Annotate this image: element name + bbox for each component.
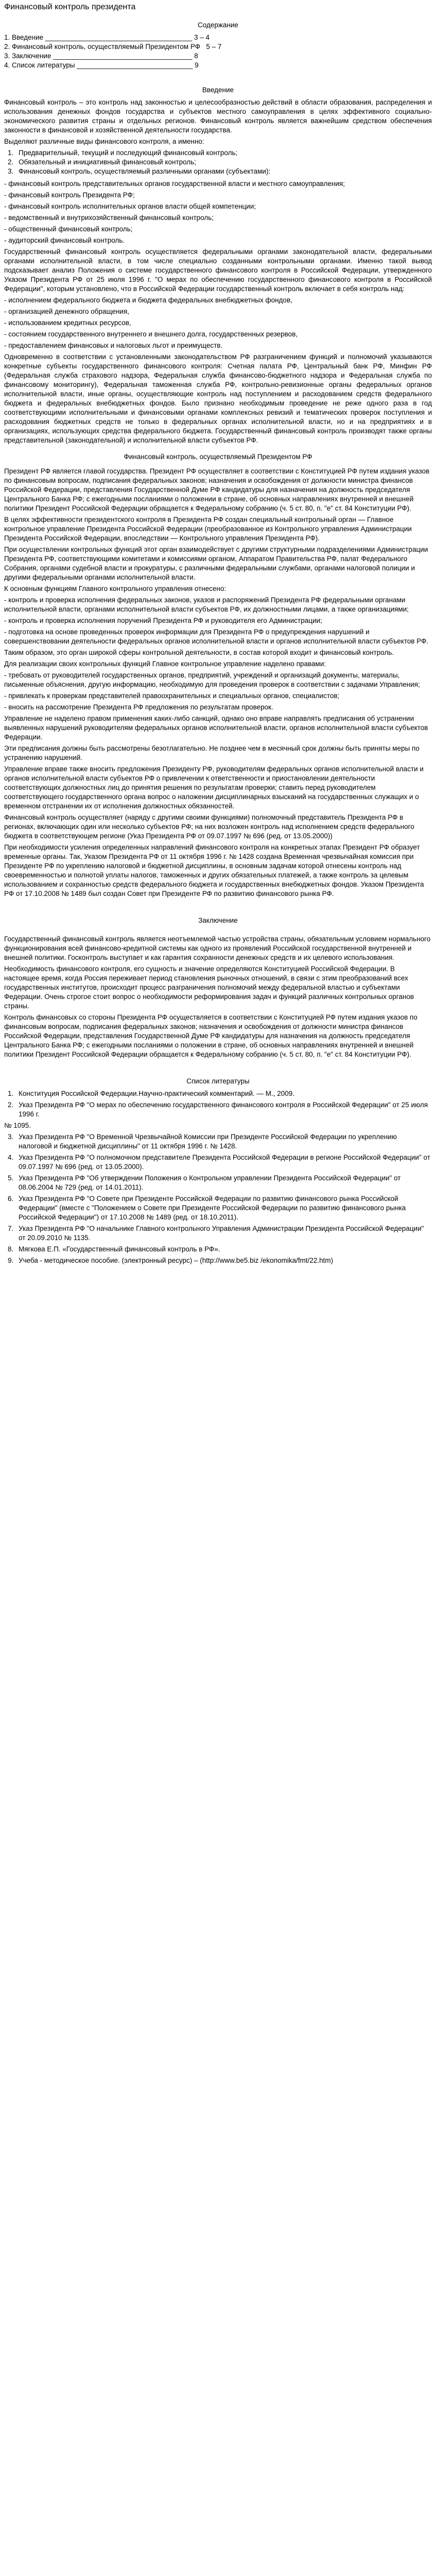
paragraph: При осуществлении контрольных функций этот орган взаимодействует с другими структурными подразделениями Администрации Президента РФ, соответствующими комитетами и комиссиями органом, Аппаратом Правительства РФ, палат Федерального Собрания, органами судебной власти и прокуратуры, с различными федеральными службами, органами налоговой полиции и другими федеральными органами исполнительной власти. xyxy=(4,546,428,581)
control-kinds-list xyxy=(4,148,432,176)
list-item: - предоставлением финансовых и налоговых льгот и преимуществ. xyxy=(4,342,223,349)
paragraph: Таким образом, это орган широкой сферы контрольной деятельности, в состав которой входит и финансовый контроль. xyxy=(4,649,394,656)
paragraph: Эти предписания должны быть рассмотрены безотлагательно. Не позднее чем в месячный срок должны быть приняты меры по устранению нарушений. xyxy=(4,744,420,761)
toc-item[interactable]: 4. Список литературы ______________________________ 9 xyxy=(4,61,199,69)
toc-heading: Содержание xyxy=(198,21,238,29)
list-item: - контроль и проверка исполнения федеральных законов, указов и распоряжений Президента РФ федеральными органами исполнительной власти, органами исполнительной власти субъектов РФ, их должностными лицами, а также организациями; xyxy=(4,596,409,613)
paragraph: Государственный финансовый контроль является неотъемлемой частью устройства страны, обязательным условием нормального функционирования всей финансово-кредитной системы как одного из проявлений Российской государственной внутренней и внешней политики. Госконтроль выступает и как гарантия сохранности денежных средств и их целевого использования. xyxy=(4,935,431,961)
list-item: 3. Финансовый контроль, осуществляемый различными органами (субъектами): xyxy=(15,167,432,176)
reference-item: 2. Указ Президента РФ "О мерах по обеспечению государственного финансового контроля в Российской Федерации" от 25 июля 1996 г. xyxy=(15,1100,432,1119)
main-heading: Финансовый контроль, осуществляемый Президентом РФ xyxy=(124,453,312,461)
list-item: - вносить на рассмотрение Президента РФ предложения по результатам проверок. xyxy=(4,703,273,711)
list-item: - требовать от руководителей государственных органов, предприятий, учреждений и организаций документы, материалы, письменные объяснения, другую информацию, необходимую для проведения проверок в соответствии с задачами Управления; xyxy=(4,671,420,688)
list-item: - контроль и проверка исполнения поручений Президента РФ и руководителя его Администрации; xyxy=(4,617,322,624)
paragraph: Необходимость финансового контроля, его сущность и значение определяются Конституцией Российской Федерации. В настоящее время, когда Россия переживает период становления рыночных отношений, в связи с этим преобразований всех государственных институтов, происходит процесс разграничения полномочий между федеральной властью и субъектами Федерации. Очень строгое стоит вопрос о необходимости реформирования задач и функций различных контрольных органов страны. xyxy=(4,965,414,1010)
intro-heading: Введение xyxy=(202,86,234,94)
reference-item: 5. Указ Президента РФ "Об утверждении Положения о Контрольном управлении Президента Российской Федерации" от 08.06.2004 № 729 (ред. от 14.01.2011). xyxy=(15,1174,432,1192)
reference-continuation: № 1095. xyxy=(4,1122,31,1129)
reference-item: 6. Указ Президента РФ "О Совете при Президенте Российской Федерации по развитию финансового рынка Российской Федерации" (вместе с "Положением о Совете при Президенте Российской Федерации по развитию финансового рынка Российской Федерации") от 17.10.2008 № 1489 (ред. от 18.10.2011). xyxy=(15,1194,432,1222)
references-list xyxy=(4,1089,432,1119)
toc-item[interactable]: 2. Финансовый контроль, осуществляемый Президентом РФ 5 – 7 xyxy=(4,43,222,50)
list-item: - подготовка на основе проведенных проверок информации для Президента РФ о предупреждения нарушений и совершенствовании деятельности федеральных органов исполнительной власти и органов исполнительной власти субъектов РФ. xyxy=(4,628,429,645)
paragraph: К основным функциям Главного контрольного управления отнесено: xyxy=(4,585,226,592)
paragraph: Для реализации своих контрольных функций Главное контрольное управление наделено правами: xyxy=(4,660,326,668)
reference-item: 3. Указ Президента РФ "О Временной Чрезвычайной Комиссии при Президенте Российской Федерации по укреплению налоговой и бюджетной дисциплины" от 11 октября 1996 г. № 1428. xyxy=(15,1132,432,1151)
table-of-contents xyxy=(4,33,432,70)
list-item: - организацией денежного обращения, xyxy=(4,308,130,315)
document-page xyxy=(0,0,436,1265)
list-item: - аудиторский финансовый контроль. xyxy=(4,236,125,244)
paragraph: Контроль финансовых со стороны Президента РФ осуществляется в соответствии с Конституцией РФ путем издания указов по финансовым вопросам, подписания федеральных законов; назначения и освобождения от должности министра финансов Российской Федерации, представления Государственной Думе РФ кандидатуры для назначения на должность председателя Центрального Банка РФ; с ежегодными посланиями о положении в стране, об основных направлениях внутренней и внешней политики Президент Российской Федерации обращается к Федеральному собранию (ч. 5 ст. 80, п. "е" ст. 84 Конституции РФ). xyxy=(4,1013,417,1058)
paragraph: Финансовый контроль осуществляет (наряду с другими своими функциями) полномочный представитель Президента РФ в регионах, включающих один или несколько субъектов РФ; на них возложен контроль над исполнением средств федерального бюджета в соответствующем регионе (Указ Президента РФ от 09.07.1997 № 696 (ред. от 13.05.2000)) xyxy=(4,814,414,840)
paragraph: В целях эффективности президентского контроля в Президента РФ создан специальный контрольный орган — Главное контрольное управление Президента Российской Федерации (преобразованное из Контрольного управления Администрации Президента Российской Федерации, впоследствии — Контрольного управления Президента РФ). xyxy=(4,516,412,542)
list-item: - использованием кредитных ресурсов, xyxy=(4,319,131,327)
list-item: - привлекать к проверкам представителей правоохранительных и специальных органов, специалистов; xyxy=(4,692,340,700)
list-item: 2. Обязательный и инициативный финансовый контроль; xyxy=(15,158,432,167)
paragraph: Управление не наделено правом применения каких-либо санкций, однако оно вправе направлять предписания об устранении выявленных нарушений руководителям федеральных органов исполнительной власти, органов исполнительной власти субъектов Федерации. xyxy=(4,715,428,741)
reference-item: 8. Мягкова Е.П. «Государственный финансовый контроль в РФ». xyxy=(15,1245,432,1254)
list-item: - финансовый контроль Президента РФ; xyxy=(4,191,135,199)
list-item: 1. Предварительный, текущий и последующий финансовый контроль; xyxy=(15,148,432,158)
paragraph: - финансовый контроль представительных органов государственной власти и местного самоуправления; xyxy=(4,180,345,188)
paragraph: Президент РФ является главой государства. Президент РФ осуществляет в соответствии с Конституцией РФ путем издания указов по финансовым вопросам, подписания федеральных законов; назначения и освобождения от должности министра финансов Российской Федерации, представления Государственной Думе РФ кандидатуры для назначения на должность председателя Центрального Банка РФ; с ежегодными посланиями о положении в стране, об основных направлениях внутренней и внешней политики Президент Российской Федерации обращается к Федеральному собранию (ч. 5 ст. 80, п. "е" ст. 84 Конституции РФ). xyxy=(4,467,430,512)
paragraph: Финансовый контроль – это контроль над законностью и целесообразностью действий в области образования, распределения и использования денежных фондов государства и субъектов местного самоуправления в целях эффективного социально-экономического развития страны и отдельных регионов. Финансовый контроль является важнейшим средством обеспечения законности в финансовой и хозяйственной деятельности государства. xyxy=(4,98,432,134)
paragraph: При необходимости усиления определенных направлений финансового контроля на конкретных этапах Президент РФ образует временные органы. Так, Указом Президента РФ от 11 октября 1996 г. № 1428 создана Временная чрезвычайная комиссия при Президенте РФ по укреплению налоговой и бюджетной дисциплины, в основным задачам которой отнесены контроль над своевременностью и полнотой уплаты налогов, таможенных и других обязательных платежей, а также контроль за целевым использованием и сохранностью средств федерального бюджета и государственных внебюджетных фондов. Указом Президента РФ от 17.10.2008 № 1489 был создан Совет при Президенте РФ по развитию финансового рынка РФ. xyxy=(4,843,424,897)
reference-item: 4. Указ Президента РФ "О полномочном представителе Президента Российской Федерации в регионе Российской Федерации" от 09.07.1997 № 696 (ред. от 13.05.2000). xyxy=(15,1153,432,1172)
reference-item[interactable]: 9. Учеба - методическое пособие. (электронный ресурс) – (http://www.be5.biz /ekonomika/fmt/22.htm) xyxy=(15,1256,432,1265)
document-title: Финансовый контроль президента xyxy=(4,3,136,11)
list-item: - исполнением федерального бюджета и бюджета федеральных внебюджетных фондов, xyxy=(4,296,292,304)
paragraph: Одновременно в соответствии с установленными законодательством РФ разграничением функций и полномочий указываются конкретные субъекты государственного финансового контроля: Счетная палата РФ, Центральный банк РФ, Минфин РФ (Федеральная служба страхового надзора, Федеральная служба финансово-бюджетного надзора и Федеральная служба по финансовому мониторингу), Федеральная таможенная служба РФ, контрольно-ревизионные органы федеральных органов исполнительной власти, иные органы, осуществляющие контроль над поступлением и расходованием средств федерального бюджета и федеральных внебюджетных фондов. Было признано необходимым проведение не реже одного раза в год соответствующими исполнительными и финансовыми органами комплексных ревизий и тематических проверок поступления и расходования бюджетных средств не только в федеральных органах исполнительной власти, но и на предприятиях и в организациях, использующих средства федерального бюджета. Государственный финансовый контроль производят также органы представительной (законодательной) и исполнительной власти субъектов РФ. xyxy=(4,353,432,444)
list-item: - общественный финансовый контроль; xyxy=(4,225,133,233)
list-item: - состоянием государственного внутреннего и внешнего долга, государственных резервов, xyxy=(4,330,298,338)
toc-item[interactable]: 1. Введение ______________________________________ 3 – 4 xyxy=(4,33,210,41)
references-heading: Список литературы xyxy=(186,1077,250,1085)
references-list-continued xyxy=(4,1132,432,1265)
paragraph: Государственный финансовый контроль осуществляется федеральными органами законодательной власти, федеральными органами исполнительной власти, в том числе специально созданными контрольными органами. Именно такой вывод подсказывает анализ Положения о системе государственного финансового контроля в Российской Федерации, утвержденного Указом Президента РФ от 25 июля 1996 г. "О мерах по обеспечению государственного финансового контроля в Российской Федерации", которым установлено, что в Российской Федерации государственный контроль включает в себя контроль над: xyxy=(4,248,432,293)
toc-item[interactable]: 3. Заключение ____________________________________ 8 xyxy=(4,52,198,60)
list-item: - финансовый контроль исполнительных органов власти общей компетенции; xyxy=(4,202,256,210)
paragraph: Управление вправе также вносить предложения Президенту РФ, руководителям федеральных органов исполнительной власти и органов исполнительной власти субъектов РФ о привлечении к ответственности и приостановлении деятельности соответствующих должностных лиц до принятия решения по результатам проверки; ставить перед руководителем соответствующего государственного органа вопрос о наложении дисциплинарных взысканий на государственных служащих и о временном отстранении их от исполнения должностных обязанностей. xyxy=(4,765,424,810)
paragraph: Выделяют различные виды финансового контроля, а именно: xyxy=(4,138,204,145)
conclusion-heading: Заключение xyxy=(198,917,238,924)
reference-item: 7. Указ Президента РФ "О начальнике Главного контрольного Управления Администрации Президента Российской Федерации" от 20.09.2010 № 1135. xyxy=(15,1224,432,1243)
reference-item: 1. Конституция Российской Федерации.Научно-практический комментарий. — М., 2009. xyxy=(15,1089,432,1098)
list-item: - ведомственный и внутрихозяйственный финансовый контроль; xyxy=(4,214,214,222)
